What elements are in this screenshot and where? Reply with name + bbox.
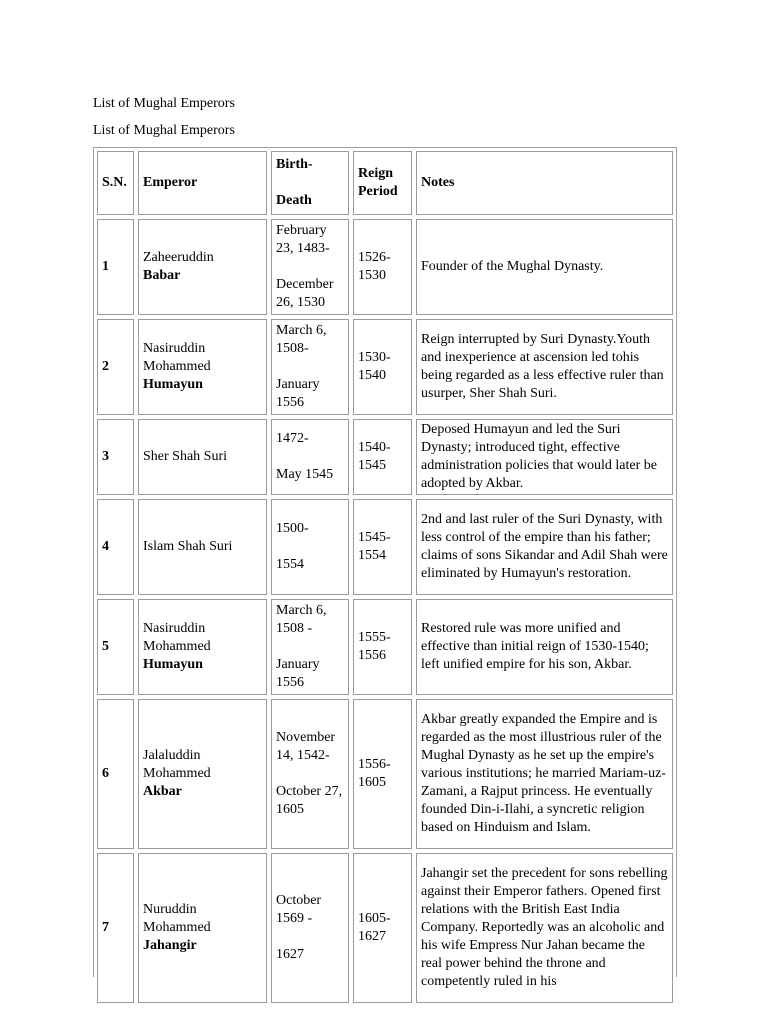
row-sn: 3 [97,419,134,495]
emperor-name-bold: Babar [143,268,181,283]
row-reign: 1605-1627 [353,853,412,1003]
row-notes: Founder of the Mughal Dynasty. [416,219,673,315]
death-date: January 1556 [276,657,320,690]
row-notes: Restored rule was more unified and effective than initial reign of 1530-1540; left unified empire for his son, Akbar. [416,599,673,695]
emperor-name-bold: Jahangir [143,938,197,953]
row-emperor [138,219,267,315]
row-reign: 1556-1605 [353,699,412,849]
row-emperor [138,319,267,415]
death-date: 1554 [276,557,304,572]
row-sn: 6 [97,699,134,849]
birth-date: November 14, 1542- [276,730,336,763]
row-reign: 1526-1530 [353,219,412,315]
row-emperor [138,419,267,495]
row-sn: 2 [97,319,134,415]
emperor-name-bold: Akbar [143,784,182,799]
table-row [97,319,673,415]
birth-date: February 23, 1483- [276,223,330,256]
row-notes: Jahangir set the precedent for sons rebelling against their Emperor fathers. Opened first relations with the British East India Company. Reportedly was an alcoholic and his wife Empress Nur Jahan became the real power behind the throne and competently ruled in his [416,853,673,1003]
table-header-row [97,151,673,215]
row-sn: 1 [97,219,134,315]
header-notes: Notes [416,151,673,215]
row-emperor [138,499,267,595]
emperors-table [93,147,677,1007]
row-reign: 1540-1545 [353,419,412,495]
row-birth-death [271,853,349,1003]
table-row [97,699,673,849]
emperor-name: Islam Shah Suri [143,539,233,554]
death-date: October 27, 1605 [276,784,343,817]
birth-date: 1472- [276,431,309,446]
row-reign: 1545-1554 [353,499,412,595]
table-row [97,419,673,495]
header-death: Death [276,193,312,208]
row-notes: 2nd and last ruler of the Suri Dynasty, with less control of the empire than his father; claims of sons Sikandar and Adil Shah were eliminated by Humayun's restoration. [416,499,673,595]
header-reign-period: Reign Period [353,151,412,215]
header-sn: S.N. [97,151,134,215]
table-row [97,599,673,695]
row-birth-death [271,499,349,595]
emperor-name: Sher Shah Suri [143,449,227,464]
row-sn: 4 [97,499,134,595]
death-date: January 1556 [276,377,320,410]
row-emperor [138,599,267,695]
emperor-name: Nasiruddin Mohammed [143,621,211,654]
death-date: May 1545 [276,467,334,482]
header-birth-death [271,151,349,215]
row-sn: 5 [97,599,134,695]
emperor-name: Nuruddin Mohammed [143,902,211,935]
row-birth-death [271,419,349,495]
emperor-name-bold: Humayun [143,377,203,392]
header-birth: Birth- [276,157,313,172]
table-caption: List of Mughal Emperors [93,123,235,138]
row-sn: 7 [97,853,134,1003]
death-date: December 26, 1530 [276,277,334,310]
header-emperor: Emperor [138,151,267,215]
page-heading: List of Mughal Emperors [93,96,235,111]
table-row [97,219,673,315]
birth-date: March 6, 1508- [276,323,327,356]
row-reign: 1530-1540 [353,319,412,415]
emperors-table-frame [93,147,677,989]
emperor-name: Nasiruddin Mohammed [143,341,211,374]
table-row [97,853,673,1003]
row-reign: 1555-1556 [353,599,412,695]
row-birth-death [271,599,349,695]
row-emperor [138,853,267,1003]
death-date: 1627 [276,947,304,962]
birth-date: 1500- [276,521,309,536]
birth-date: October 1569 - [276,893,322,926]
row-notes: Akbar greatly expanded the Empire and is regarded as the most illustrious ruler of the Mughal Dynasty as he set up the empire's various institutions; he married Mariam-uz-Zamani, a Rajput princess. He eventually founded Din-i-Ilahi, a syncretic religion based on Hinduism and Islam. [416,699,673,849]
row-notes: Reign interrupted by Suri Dynasty.Youth and inexperience at ascension led tohis being regarded as a less effective ruler than usurper, Sher Shah Suri. [416,319,673,415]
row-birth-death [271,319,349,415]
row-notes: Deposed Humayun and led the Suri Dynasty; introduced tight, effective administration policies that would later be adopted by Akbar. [416,419,673,495]
table-row [97,499,673,595]
row-emperor [138,699,267,849]
row-birth-death [271,219,349,315]
emperor-name-bold: Humayun [143,657,203,672]
emperor-name: Zaheeruddin [143,250,214,265]
row-birth-death [271,699,349,849]
birth-date: March 6, 1508 - [276,603,327,636]
emperor-name: Jalaluddin Mohammed [143,748,211,781]
